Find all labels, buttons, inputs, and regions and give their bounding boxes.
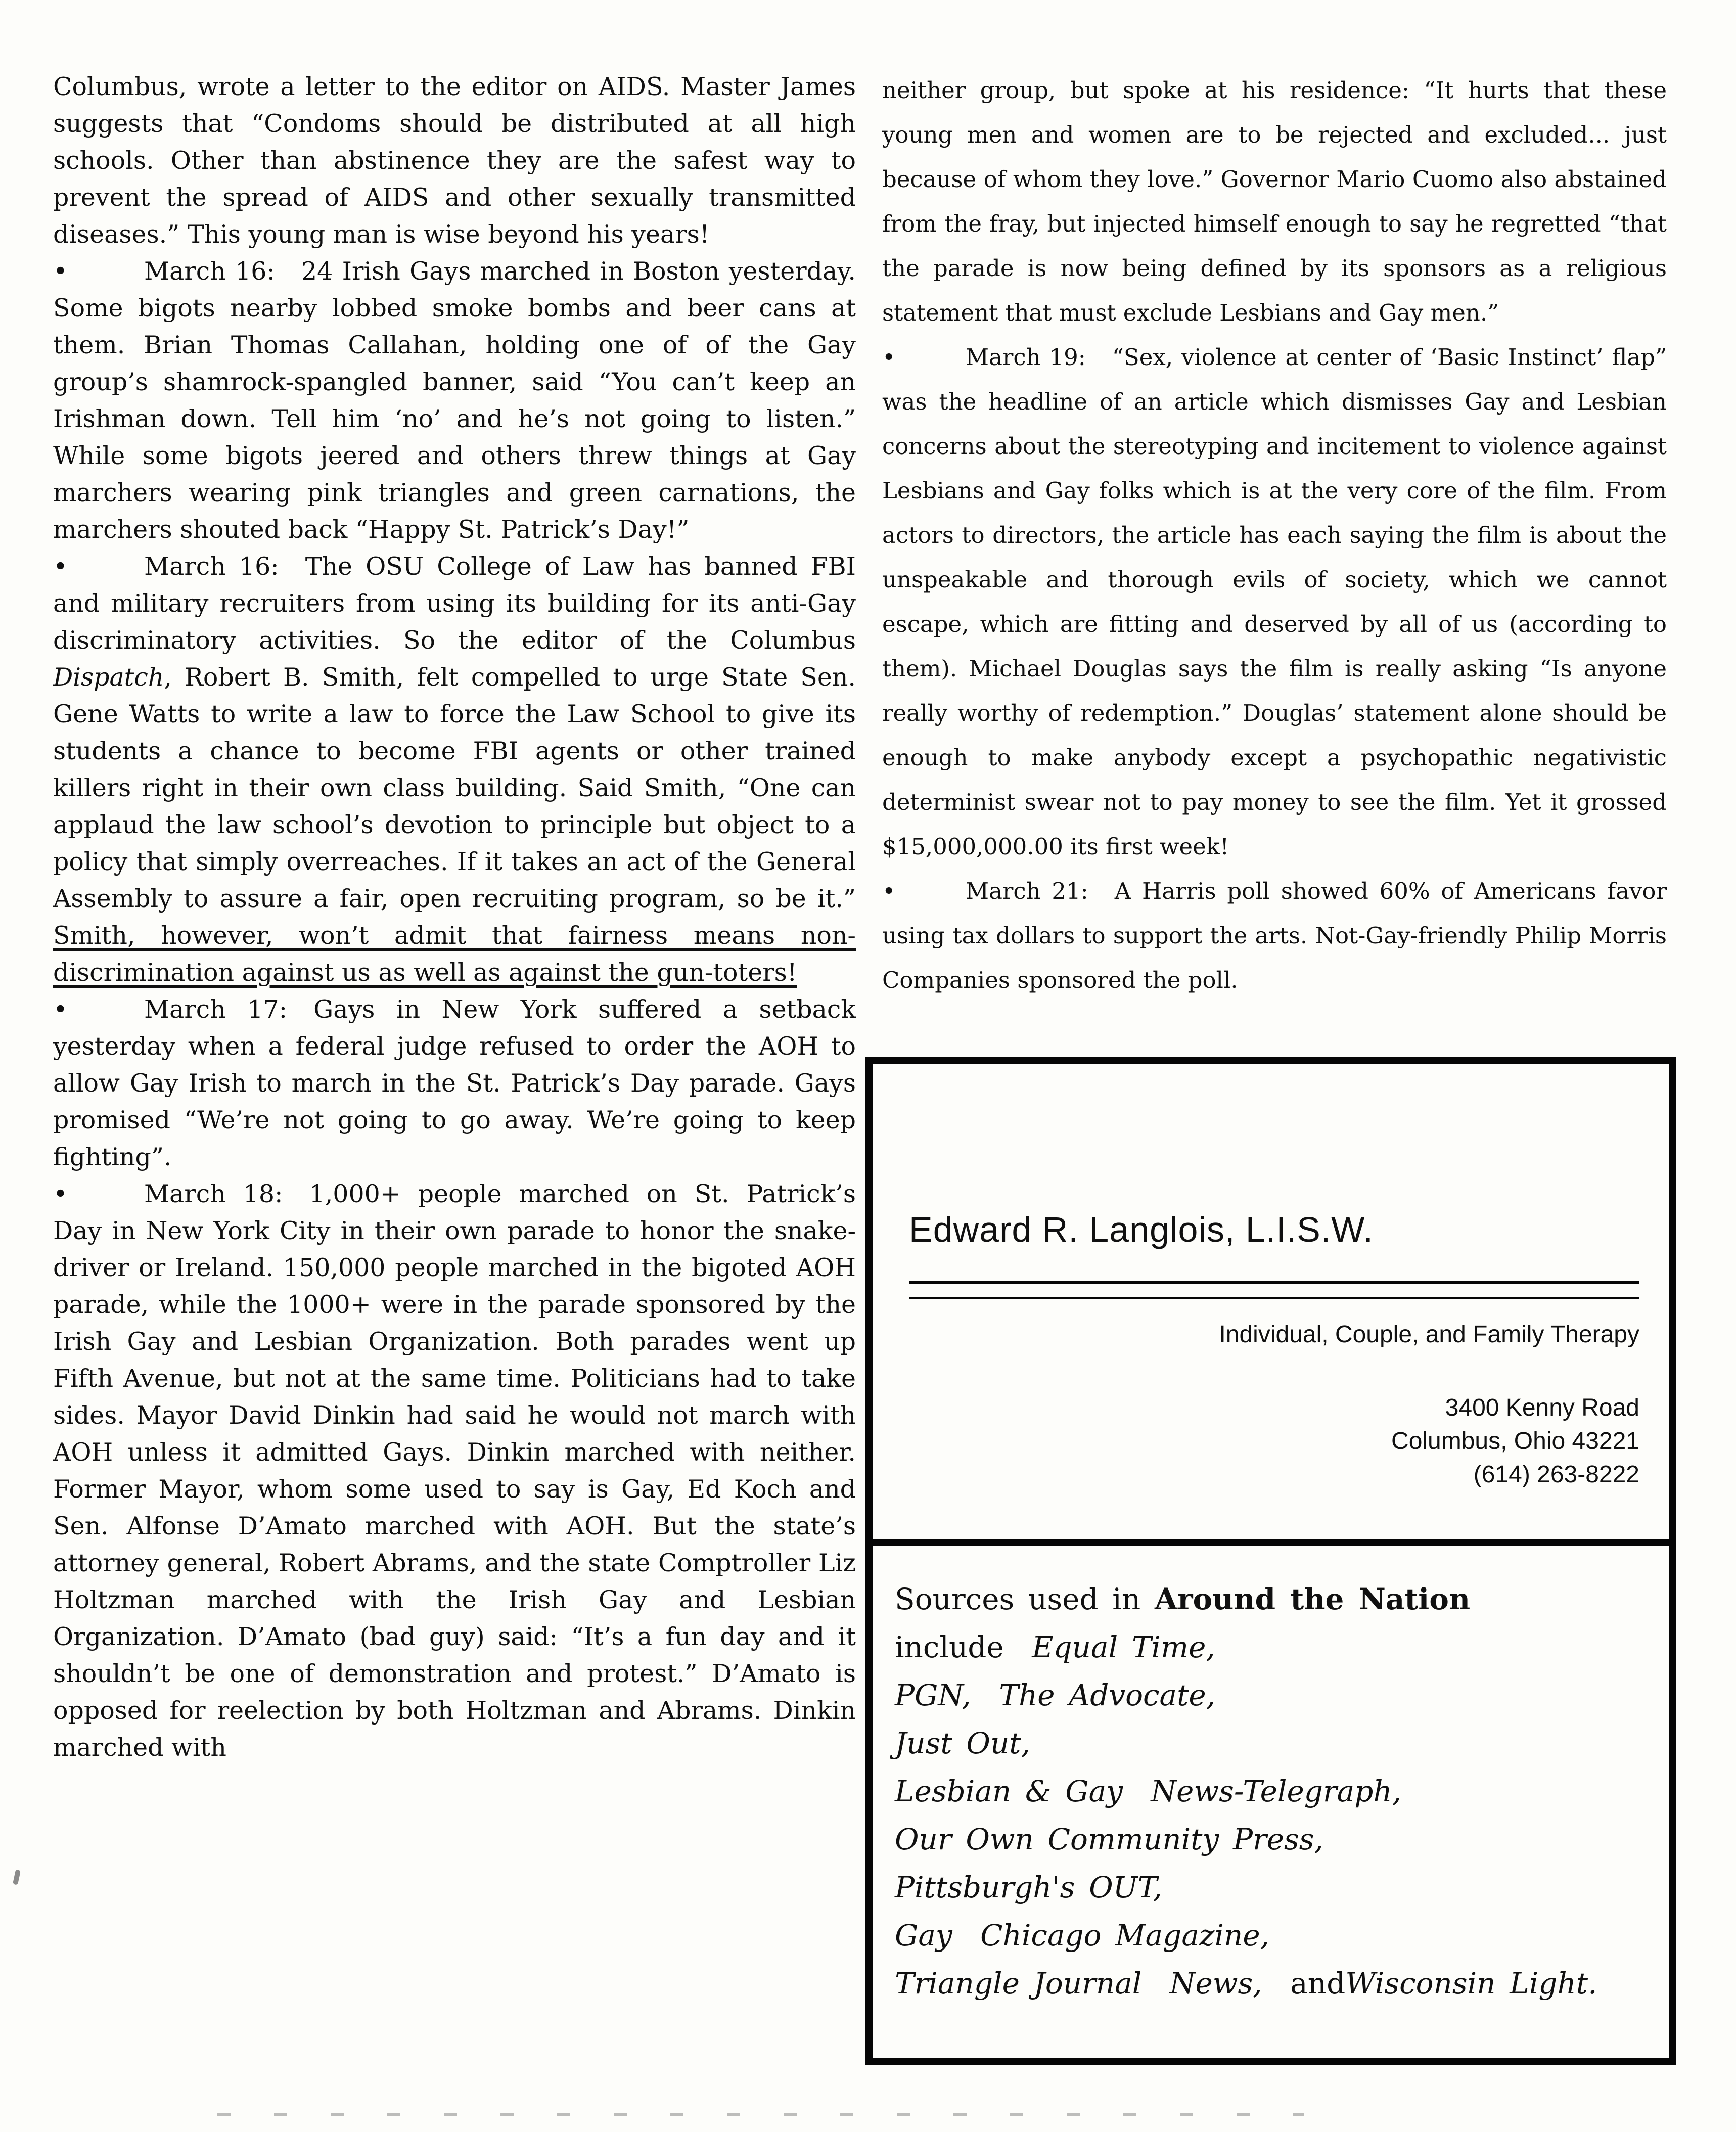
address-street: 3400 Kenny Road	[1445, 1394, 1639, 1421]
sources-heading	[895, 1575, 1643, 1623]
date-label: March 19:	[966, 344, 1086, 371]
underlined-text: Smith, however, won’t admit that fairness means non-discrimination against us as well as against the gun-toters!	[53, 921, 856, 987]
conjunction: and	[1262, 1966, 1346, 2001]
source-line	[895, 1912, 1643, 1960]
date-label: March 18:	[144, 1180, 283, 1208]
left-column	[53, 68, 856, 1766]
news-item-march17	[53, 991, 856, 1175]
paragraph-text: 1,000+ people marched on St. Patrick’s Day in New York City in their own parade to honor the snake-driver or Ireland. 150,000 people marched in the bigoted AOH parade, while the 1000+ were in the parade sponsored by the Irish Gay and Lesbian Organization. Both parades went up Fifth Avenue, but not at the same time. Politicians had to take sides. Mayor David Dinkin had said he would not march with AOH unless it admitted Gays. Dinkin marched with neither. Former Mayor, whom some used to say is Gay, Ed Koch and Sen. Alfonse D’Amato marched with AOH. But the state’s attorney general, Robert Abrams, and the state Comptroller Liz Holtzman marched with the Irish Gay and Lesbian Organization. D’Amato (bad guy) said: “It’s a fun day and it shouldn’t be one of demonstration and protest.” D’Amato is opposed for reelection by both Holtzman and Abrams. Dinkin marched with	[53, 1180, 856, 1762]
bullet-marker	[53, 991, 144, 1028]
publication-name: Dispatch	[53, 663, 164, 692]
source-line	[895, 1816, 1643, 1864]
therapist-name: Edward R. Langlois, L.I.S.W.	[909, 1210, 1374, 1249]
source-title: Lesbian & Gay News-Telegraph,	[895, 1774, 1402, 1808]
source-line	[895, 1767, 1643, 1816]
paragraph-text: neither group, but spoke at his residence: “It hurts that these young men and women are to be rejected and excluded... just because of whom they love.” Governor Mario Cuomo also abstained from the fray, but injected himself enough to say he regretted “that the parade is now being defined by its sponsors as a religious statement that must exclude Lesbians and Gay men.”	[882, 77, 1667, 326]
right-column	[882, 68, 1667, 1003]
scan-speck	[13, 1869, 21, 1885]
source-title: Just Out,	[895, 1726, 1031, 1760]
paragraph-text: A Harris poll showed 60% of Americans favor using tax dollars to support the arts. Not-Gay-friendly Philip Morris Companies sponsored the poll.	[882, 878, 1667, 993]
news-item-march18	[53, 1175, 856, 1766]
continuation-paragraph	[882, 68, 1667, 335]
date-label: March 16:	[144, 257, 275, 286]
bullet-marker	[882, 869, 966, 914]
source-title: PGN, The Advocate,	[895, 1678, 1216, 1712]
news-item-march16-osu	[53, 548, 856, 991]
source-title: Pittsburgh's OUT,	[895, 1870, 1163, 1904]
source-title: Equal Time,	[1032, 1630, 1215, 1664]
source-title: Triangle Journal News,	[895, 1966, 1262, 2001]
bullet-marker	[882, 335, 966, 380]
scan-edge-dashes	[217, 2113, 1304, 2116]
news-item-march19	[882, 335, 1667, 869]
heading-text: Sources used in	[895, 1582, 1155, 1616]
include-word: include	[895, 1630, 1032, 1664]
paragraph-text: Gays in New York suffered a setback yesterday when a federal judge refused to order the AOH to allow Gay Irish to march in the St. Patrick’s Day parade. Gays promised “We’re not going to go away. We’re going to keep fighting”.	[53, 995, 856, 1171]
therapy-tagline: Individual, Couple, and Family Therapy	[1219, 1321, 1639, 1348]
intro-paragraph	[53, 68, 856, 253]
double-rule	[909, 1281, 1639, 1299]
bullet-marker	[53, 253, 144, 290]
date-label: March 21:	[966, 878, 1088, 904]
source-line	[895, 1623, 1643, 1671]
source-line	[895, 1671, 1643, 1719]
paragraph-text: The OSU College of Law has banned FBI and military recruiters from using its building for its anti-Gay discriminatory activities. So the editor of the Columbus	[53, 552, 856, 655]
source-line	[895, 1864, 1643, 1912]
paragraph-text: , Robert B. Smith, felt compelled to urge State Sen. Gene Watts to write a law to force the Law School to give its students a chance to become FBI agents or other trained killers right in their own class building. Said Smith, “One can applaud the law school’s devotion to principle but object to a policy that simply overreaches. If it takes an act of the General Assembly to assure a fair, open recruiting program, so be it.”	[53, 663, 856, 913]
news-item-march16-boston	[53, 253, 856, 548]
bullet-glyph: •	[882, 344, 896, 371]
bullet-glyph: •	[53, 257, 68, 286]
news-item-march21	[882, 869, 1667, 1003]
bullet-marker	[53, 548, 144, 585]
paragraph-text: “Sex, violence at center of ‘Basic Instinct’ flap” was the headline of an article which dismisses Gay and Lesbian concerns about the stereotyping and incitement to violence against Lesbians and Gay folks which is at the very core of the film. From actors to directors, the article has each saying the film is about the unspeakable and thorough evils of society, which we cannot escape, which are fitting and deserved by all of us (according to them). Michael Douglas says the film is really asking “Is anyone really worthy of redemption.” Douglas’ statement alone should be enough to make anybody except a psychopathic negativistic determinist swear not to pay money to see the film. Yet it grossed $15,000,000.00 its first week!	[882, 344, 1667, 860]
address-city: Columbus, Ohio 43221	[1391, 1428, 1639, 1455]
paragraph-text: Columbus, wrote a letter to the editor on AIDS. Master James suggests that “Condoms should be distributed at all high schools. Other than abstinence they are the safest way to prevent the spread of AIDS and other sexually transmitted diseases.” This young man is wise beyond his years!	[53, 72, 856, 249]
bullet-glyph: •	[53, 995, 68, 1024]
address-block	[1391, 1391, 1639, 1491]
sources-box	[873, 1546, 1669, 2008]
boxed-ad-and-sources	[865, 1057, 1676, 2065]
date-label: March 17:	[144, 995, 288, 1024]
source-title: Wisconsin Light.	[1345, 1966, 1597, 2001]
bullet-glyph: •	[53, 552, 68, 581]
bullet-glyph: •	[882, 878, 896, 904]
source-title: Our Own Community Press,	[895, 1822, 1323, 1856]
source-line	[895, 1719, 1643, 1767]
bullet-marker	[53, 1175, 144, 1212]
phone-number: (614) 263-8222	[1473, 1461, 1639, 1488]
bullet-glyph: •	[53, 1180, 68, 1208]
source-line-last	[895, 1960, 1643, 2008]
source-title: Gay Chicago Magazine,	[895, 1918, 1270, 1953]
date-label: March 16:	[144, 552, 279, 581]
column-title: Around the Nation	[1154, 1582, 1471, 1616]
therapist-business-card	[873, 1064, 1669, 1546]
paragraph-text: 24 Irish Gays marched in Boston yesterday. Some bigots nearby lobbed smoke bombs and beer cans at them. Brian Thomas Callahan, holding one of of the Gay group’s shamrock-spangled banner, said “You can’t keep an Irishman down. Tell him ‘no’ and he’s not going to listen.” While some bigots jeered and others threw things at Gay marchers wearing pink triangles and green carnations, the marchers shouted back “Happy St. Patrick’s Day!”	[53, 257, 856, 544]
